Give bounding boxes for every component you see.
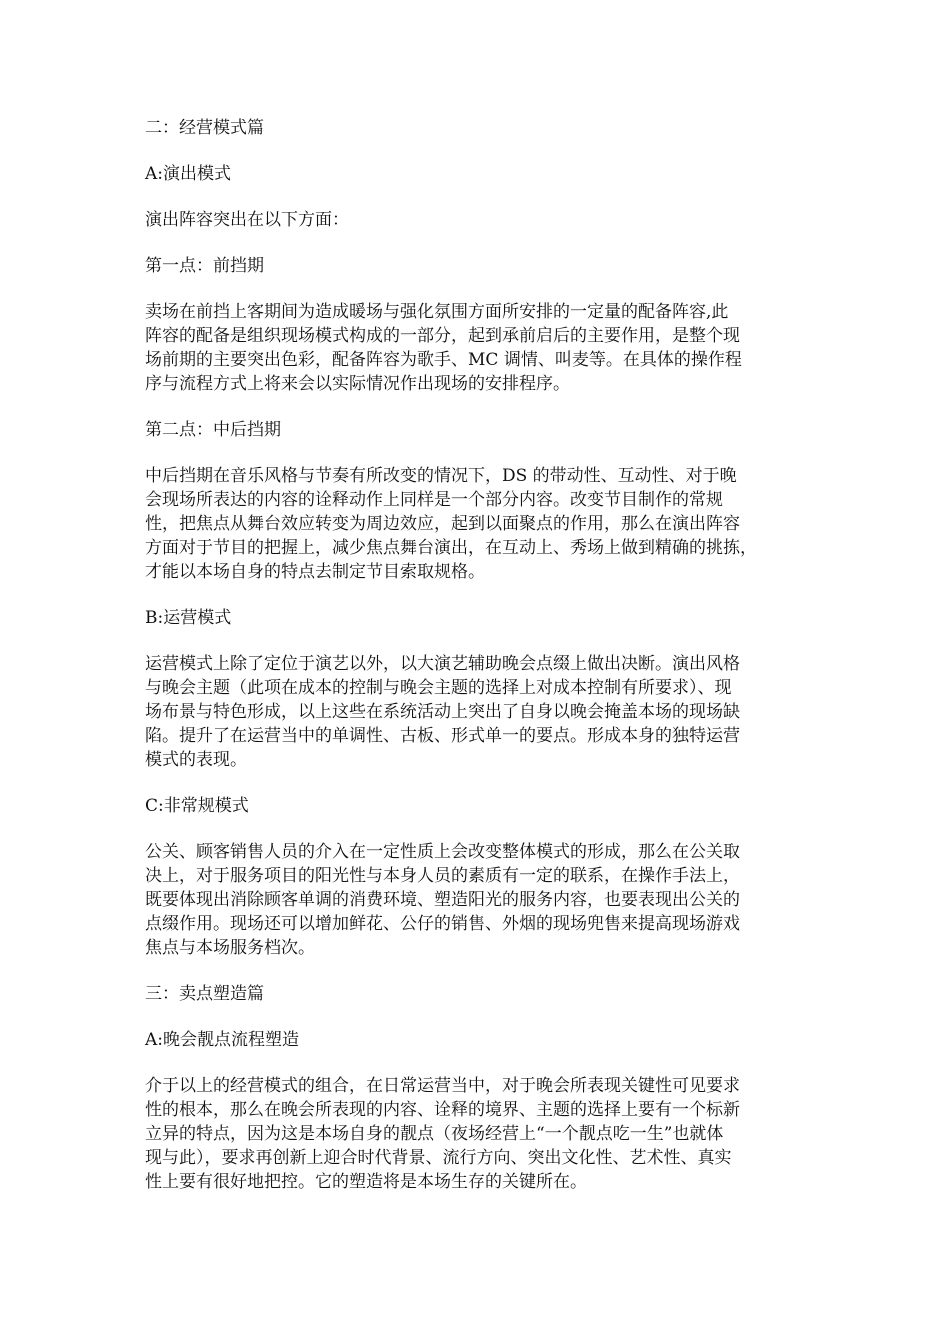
paragraph-operation — [145, 652, 809, 772]
section-heading-3: 三：卖点塑造篇 — [145, 984, 264, 1004]
paragraph-intro: 演出阵容突出在以下方面： — [145, 210, 349, 230]
paragraph-line: 现与此），要求再创新上迎合时代背景、流行方向、突出文化性、艺术性、真实 — [145, 1148, 732, 1168]
paragraph-point-2 — [145, 464, 809, 584]
subheading-c-unconventional: C:非常规模式 — [145, 796, 249, 816]
paragraph-line: 运营模式上除了定位于演艺以外，以大演艺辅助晚会点缀上做出决断。演出风格 — [145, 654, 740, 674]
paragraph-line: 陷。提升了在运营当中的单调性、古板、形式单一的要点。形成本身的独特运营 — [145, 726, 740, 746]
paragraph-line: 卖场在前挡上客期间为造成暖场与强化氛围方面所安排的一定量的配备阵容,此 — [145, 302, 729, 322]
section-heading-2: 二：经营模式篇 — [145, 118, 264, 138]
paragraph-line: 场布景与特色形成，以上这些在系统活动上突出了自身以晚会掩盖本场的现场缺 — [145, 702, 740, 722]
paragraph-line: 会现场所表达的内容的诠释动作上同样是一个部分内容。改变节目制作的常规 — [145, 490, 723, 510]
paragraph-line: 性上要有很好地把控。它的塑造将是本场生存的关键所在。 — [145, 1172, 587, 1192]
paragraph-highlight — [145, 1074, 809, 1194]
paragraph-point-1 — [145, 300, 809, 396]
paragraph-line: 性的根本，那么在晚会所表现的内容、诠释的境界、主题的选择上要有一个标新 — [145, 1100, 740, 1120]
paragraph-line: 既要体现出消除顾客单调的消费环境、塑造阳光的服务内容，也要表现出公关的 — [145, 890, 740, 910]
paragraph-line: 场前期的主要突出色彩，配备阵容为歌手、MC 调情、叫麦等。在具体的操作程 — [145, 350, 742, 370]
paragraph-line: 中后挡期在音乐风格与节奏有所改变的情况下，DS 的带动性、互动性、对于晚 — [145, 466, 737, 486]
paragraph-line: 与晚会主题（此项在成本的控制与晚会主题的选择上对成本控制有所要求）、现 — [145, 678, 732, 698]
paragraph-line: 阵容的配备是组织现场模式构成的一部分，起到承前启后的主要作用，是整个现 — [145, 326, 740, 346]
paragraph-line: 模式的表现。 — [145, 750, 247, 770]
paragraph-line: 点缀作用。现场还可以增加鲜花、公仔的销售、外烟的现场兜售来提高现场游戏 — [145, 914, 740, 934]
subheading-3a-highlight: A:晚会靓点流程塑造 — [145, 1030, 300, 1050]
paragraph-unconventional — [145, 840, 809, 960]
paragraph-line: 性，把焦点从舞台效应转变为周边效应，起到以面聚点的作用，那么在演出阵容 — [145, 514, 740, 534]
point-2-heading: 第二点：中后挡期 — [145, 420, 281, 440]
subheading-a-performance: A:演出模式 — [145, 164, 232, 184]
point-1-heading: 第一点：前挡期 — [145, 256, 264, 276]
paragraph-line: 焦点与本场服务档次。 — [145, 938, 315, 958]
paragraph-line: 序与流程方式上将来会以实际情况作出现场的安排程序。 — [145, 374, 570, 394]
paragraph-line: 才能以本场自身的特点去制定节目索取规格。 — [145, 562, 485, 582]
paragraph-line: 决上，对于服务项目的阳光性与本身人员的素质有一定的联系，在操作手法上， — [145, 866, 740, 886]
paragraph-line: 介于以上的经营模式的组合，在日常运营当中，对于晚会所表现关键性可见要求 — [145, 1076, 740, 1096]
document-page — [145, 112, 809, 1194]
subheading-b-operation: B:运营模式 — [145, 608, 232, 628]
paragraph-line: 公关、顾客销售人员的介入在一定性质上会改变整体模式的形成，那么在公关取 — [145, 842, 740, 862]
paragraph-line: 方面对于节目的把握上，减少焦点舞台演出，在互动上、秀场上做到精确的挑拣， — [145, 538, 757, 558]
paragraph-line: 立异的特点，因为这是本场自身的靓点（夜场经营上“一个靓点吃一生”也就体 — [145, 1124, 724, 1144]
